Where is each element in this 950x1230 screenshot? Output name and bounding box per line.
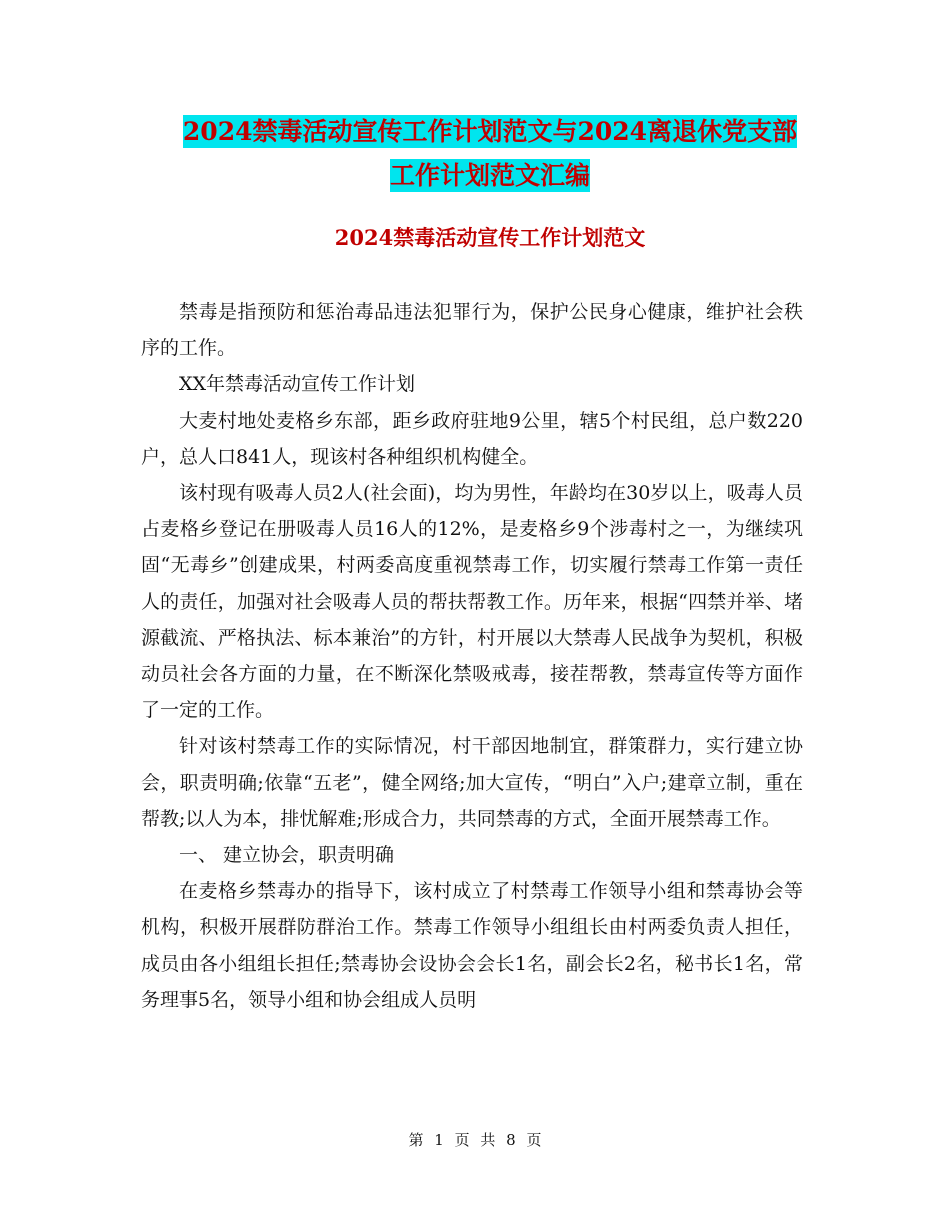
document-title bbox=[140, 110, 840, 198]
paragraph-3: 大麦村地处麦格乡东部，距乡政府驻地9公里，辖5个村民组，总户数220户，总人口841人，现该村各种组织机构健全。 bbox=[141, 409, 803, 468]
title-line-1: 2024禁毒活动宣传工作计划范文与2024离退休党支部 bbox=[182, 117, 798, 146]
paragraph-2: XX年禁毒活动宣传工作计划 bbox=[179, 373, 416, 396]
section-title: 2024禁毒活动宣传工作计划范文 bbox=[334, 225, 646, 250]
paragraph-4: 该村现有吸毒人员2人(社会面)，均为男性，年龄均在30岁以上，吸毒人员占麦格乡登记在册吸毒人员16人的12%，是麦格乡9个涉毒村之一，为继续巩固“无毒乡”创建成果，村两委高度重视禁毒工作，切实履行禁毒工作第一责任人的责任，加强对社会吸毒人员的帮扶帮教工作。历年来，根据“四禁并举、堵源截流、严格执法、标本兼治”的方针，村开展以大禁毒人民战争为契机，积极动员社会各方面的力量，在不断深化禁吸戒毒，接茬帮教，禁毒宣传等方面作了一定的工作。 bbox=[141, 482, 803, 722]
page-footer: 第 1 页 共 8 页 bbox=[408, 1131, 542, 1149]
paragraph-7: 在麦格乡禁毒办的指导下，该村成立了村禁毒工作领导小组和禁毒协会等机构，积极开展群防群治工作。禁毒工作领导小组组长由村两委负责人担任，成员由各小组组长担任;禁毒协会设协会会长1名，副会长2名，秘书长1名，常务理事5名，领导小组和协会组成人员明 bbox=[141, 880, 803, 1011]
paragraph-6: 一、 建立协会，职责明确 bbox=[179, 844, 395, 867]
paragraph-1: 禁毒是指预防和惩治毒品违法犯罪行为，保护公民身心健康，维护社会秩序的工作。 bbox=[141, 301, 803, 360]
body-text bbox=[141, 294, 803, 1018]
title-line-2: 工作计划范文汇编 bbox=[389, 161, 590, 190]
paragraph-5: 针对该村禁毒工作的实际情况，村干部因地制宜，群策群力，实行建立协会，职责明确;依靠“五老”，健全网络;加大宣传，“明白”入户;建章立制，重在帮教;以人为本，排忧解难;形成合力，共同禁毒的方式，全面开展禁毒工作。 bbox=[141, 735, 803, 830]
